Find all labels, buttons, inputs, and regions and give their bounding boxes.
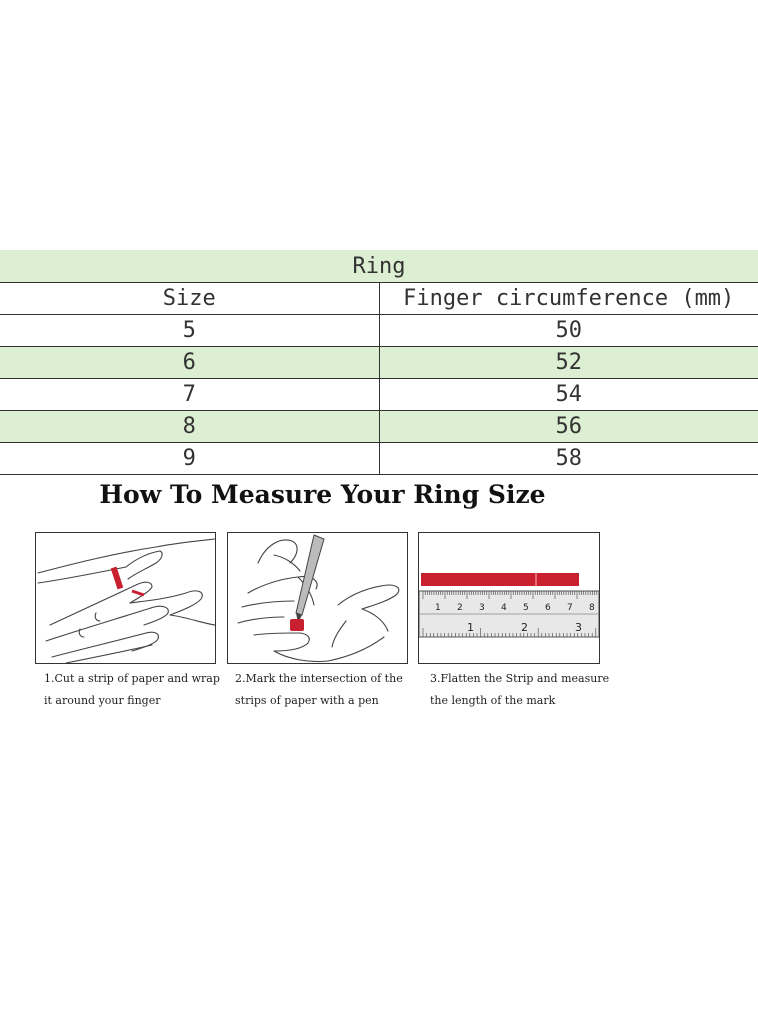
ruler-top-number: 3 — [479, 603, 485, 613]
step-2-panel — [227, 532, 408, 664]
ruler-bottom-number: 1 — [467, 621, 474, 634]
ruler-top-number: 8 — [589, 603, 595, 613]
ruler-bottom-number: 3 — [575, 621, 582, 634]
table-title: Ring — [0, 250, 758, 283]
circumference-cell: 52 — [379, 347, 758, 379]
circumference-cell: 56 — [379, 411, 758, 443]
ruler-top-number: 5 — [523, 603, 529, 613]
ruler-shape — [419, 591, 599, 637]
table-row — [0, 443, 758, 475]
strip-on-ruler-icon — [419, 533, 599, 663]
size-cell: 9 — [0, 443, 379, 475]
step-3-caption: 3.Flatten the Strip and measure the length of the mark — [430, 672, 610, 707]
header-circumference: Finger circumference (mm) — [379, 283, 758, 315]
size-cell: 7 — [0, 379, 379, 411]
table-row — [0, 347, 758, 379]
ruler-top-number: 7 — [567, 603, 573, 613]
table-header-row — [0, 283, 758, 315]
step-1-caption: 1.Cut a strip of paper and wrap it around your finger — [44, 672, 220, 707]
circumference-cell: 54 — [379, 379, 758, 411]
step-2-caption: 2.Mark the intersection of the strips of paper with a pen — [235, 672, 403, 707]
ruler-top-number: 2 — [457, 603, 463, 613]
flattened-strip-shape — [421, 573, 579, 586]
guide-heading: How To Measure Your Ring Size — [99, 480, 546, 509]
ruler-bottom-number: 2 — [521, 621, 528, 634]
table-row — [0, 411, 758, 443]
hand-with-paper-strip-icon — [36, 533, 215, 663]
table-row — [0, 379, 758, 411]
paper-strip-shape — [111, 567, 124, 590]
step-1-panel — [35, 532, 216, 664]
ruler-top-number: 6 — [545, 603, 551, 613]
table-row — [0, 315, 758, 347]
circumference-cell: 58 — [379, 443, 758, 475]
ruler-top-number: 4 — [501, 603, 507, 613]
hand-marking-with-pen-icon — [228, 533, 407, 663]
size-cell: 8 — [0, 411, 379, 443]
ring-size-table — [0, 250, 758, 475]
step-3-panel — [418, 532, 600, 664]
table-title-row — [0, 250, 758, 283]
circumference-cell: 50 — [379, 315, 758, 347]
ruler-top-number: 1 — [435, 603, 441, 613]
size-cell: 5 — [0, 315, 379, 347]
header-size: Size — [0, 283, 379, 315]
paper-strip-shape — [290, 619, 304, 631]
size-cell: 6 — [0, 347, 379, 379]
